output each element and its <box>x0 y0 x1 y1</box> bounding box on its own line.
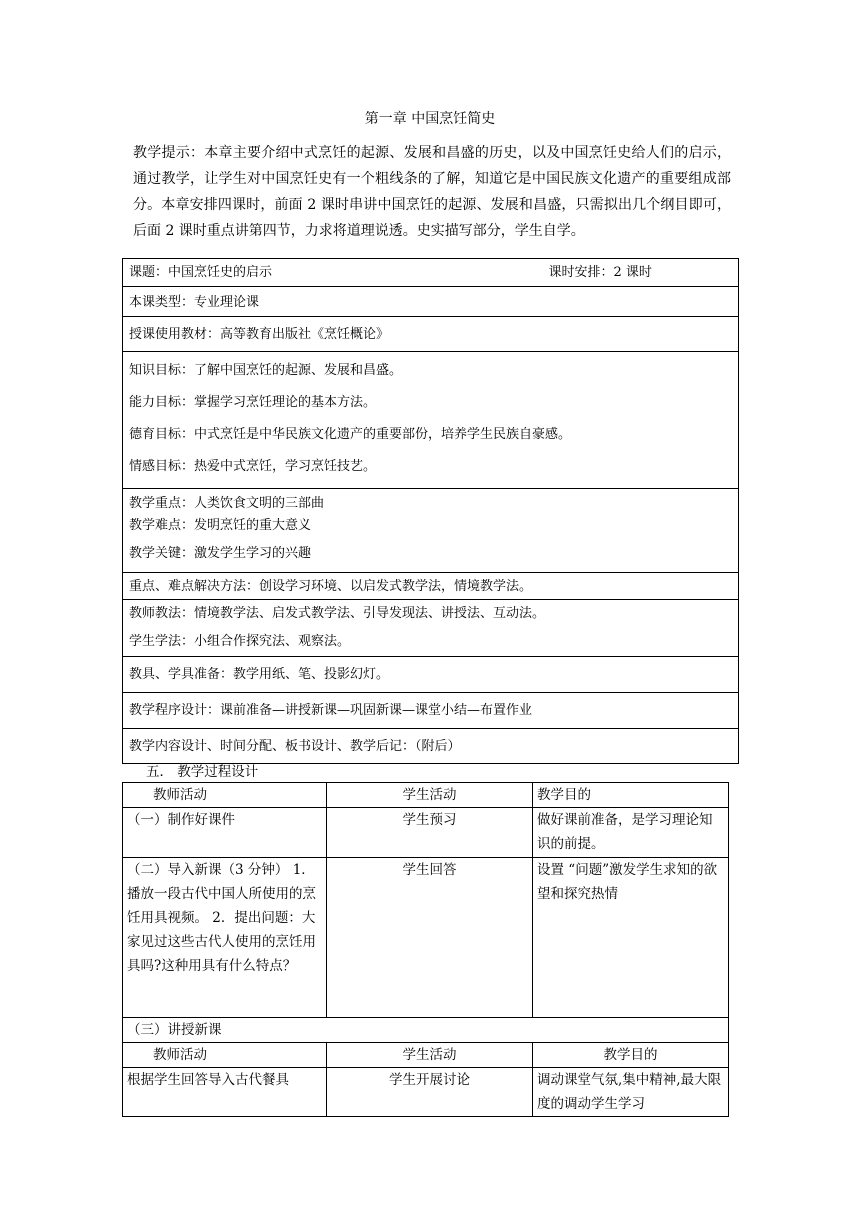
lesson-type: 本课类型：专业理论课 <box>123 287 739 317</box>
teaching-tips: 教学提示：本章主要介绍中式烹饪的起源、发展和昌盛的历史，以及中国烹饪史给人们的启示，通过教学，让学生对中国烹饪史有一个粗线条的了解，知道它是中国民族文化遗产的重要组成部分。本章安排四课时，前面 2 课时串讲中国烹饪的起源、发展和昌盛，只需拟出几个纲目即可，后面 2 课时重点讲第四节，力求将道理说透。史实描写部分，学生自学。 <box>133 145 731 239</box>
section-3-heading: （三）讲授新课 <box>123 1018 729 1043</box>
teaching-process-table <box>122 782 729 1117</box>
student-method: 学生学法：小组合作探究法、观察法。 <box>129 634 351 649</box>
row2-teacher <box>123 858 327 1018</box>
header-teacher-activity: 教师活动 <box>123 783 327 808</box>
row2-teacher-item1: 1．播放一段古代中国人所使用的烹饪用具视频。 <box>127 862 316 926</box>
row1-purpose: 做好课前准备，是学习理论知识的前提。 <box>533 808 729 858</box>
row3-teacher: 根据学生回答导入古代餐具 <box>123 1068 327 1117</box>
row3-student: 学生开展讨论 <box>327 1068 533 1117</box>
row2-student: 学生回答 <box>327 858 533 1018</box>
moral-goal: 德育目标：中式烹饪是中华民族文化遗产的重要部份，培养学生民族自豪感。 <box>129 427 572 442</box>
lesson-topic: 课题：中国烹饪史的启示 <box>123 259 543 287</box>
row1-student: 学生预习 <box>327 808 533 858</box>
section-5-heading: 五． 教学过程设计 <box>146 764 259 780</box>
chapter-title: 第一章 中国烹饪简史 <box>364 111 496 127</box>
lesson-plan-table <box>122 258 739 764</box>
lesson-hours: 课时安排：2 课时 <box>543 259 739 287</box>
row1-teacher: （一）制作好课件 <box>123 808 327 858</box>
teaching-tools: 教具、学具准备：教学用纸、笔、投影幻灯。 <box>123 657 739 693</box>
row2-teacher-item2: 2．提出问题：大家见过这些古代人使用的烹饪用具吗?这种用具有什么特点？ <box>127 910 316 974</box>
knowledge-goal: 知识目标：了解中国烹饪的起源、发展和昌盛。 <box>129 363 403 378</box>
header2-teaching-purpose: 教学目的 <box>533 1043 729 1068</box>
lesson-textbook: 授课使用教材：高等教育出版社《烹饪概论》 <box>123 317 739 352</box>
header-teaching-purpose: 教学目的 <box>533 783 729 808</box>
teaching-content: 教学内容设计、时间分配、板书设计、教学后记：（附后） <box>123 729 739 764</box>
row3-purpose: 调动课堂气氛,集中精神,最大限度的调动学生学习 <box>533 1068 729 1117</box>
lesson-goals <box>123 352 739 489</box>
ability-goal: 能力目标：掌握学习烹饪理论的基本方法。 <box>129 395 377 410</box>
header2-teacher-activity: 教师活动 <box>123 1043 327 1068</box>
solution-method: 重点、难点解决方法：创设学习环境、以启发式教学法，情境教学法。 <box>123 573 739 600</box>
teacher-method: 教师教法：情境教学法、启发式教学法、引导发现法、讲授法、互动法。 <box>129 606 546 621</box>
methods <box>123 600 739 657</box>
teaching-procedure: 教学程序设计：课前准备—讲授新课—巩固新课—课堂小结—布置作业 <box>123 693 739 729</box>
header-student-activity: 学生活动 <box>327 783 533 808</box>
header2-student-activity: 学生活动 <box>327 1043 533 1068</box>
key-point: 教学重点：人类饮食文明的三部曲 <box>129 496 325 511</box>
difficulty: 教学难点：发明烹饪的重大意义 <box>129 518 312 533</box>
emotion-goal: 情感目标：热爱中式烹饪，学习烹饪技艺。 <box>129 459 377 474</box>
row2-teacher-title: （二）导入新课（3 分钟） <box>127 862 289 878</box>
row2-purpose: 设置 “问题”激发学生求知的欲望和探究热情 <box>533 858 729 1018</box>
lesson-focus <box>123 489 739 573</box>
teaching-key: 教学关键：激发学生学习的兴趣 <box>129 546 312 561</box>
